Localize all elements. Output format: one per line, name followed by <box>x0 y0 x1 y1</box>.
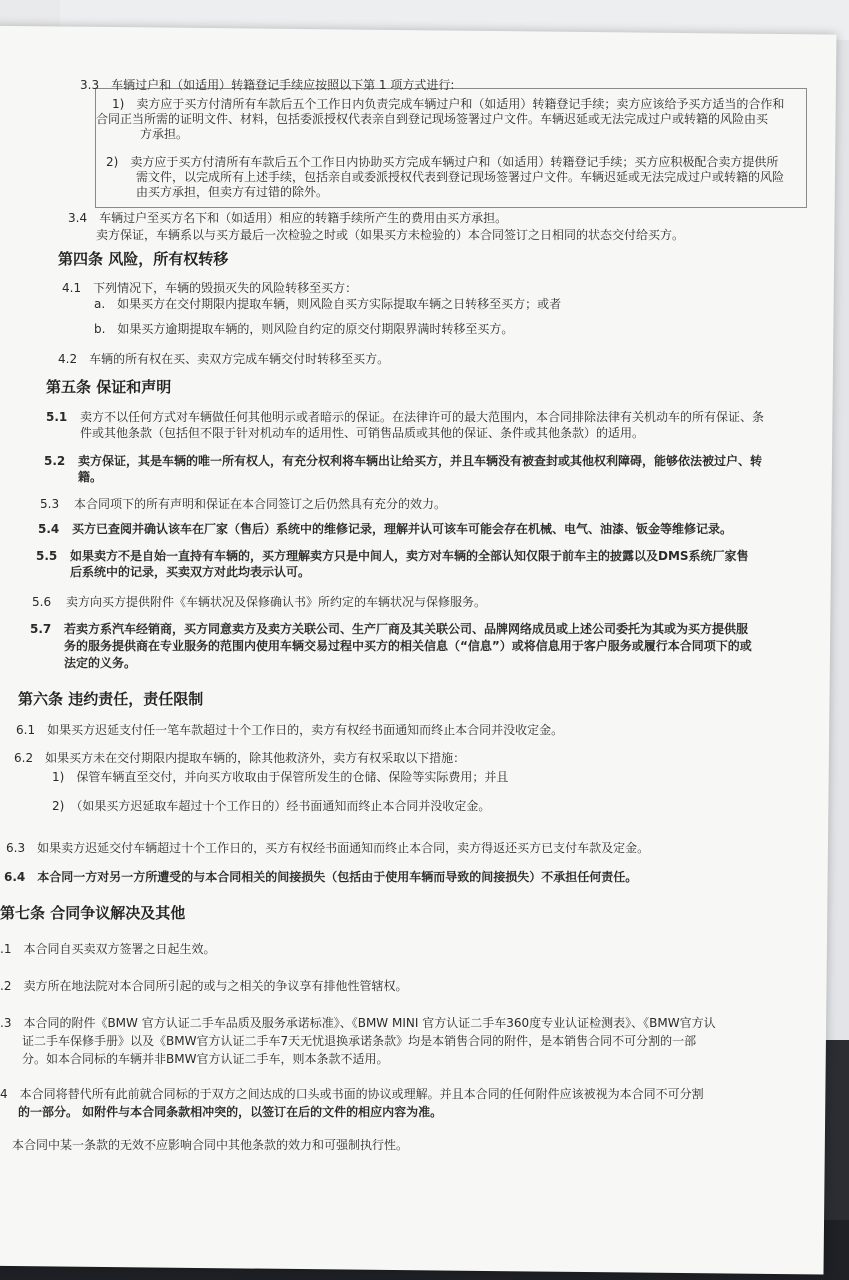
clause-3-3-title: 3.3 车辆过户和（如适用）转籍登记手续应按照以下第 1 项方式进行: <box>80 78 455 92</box>
article-7-title: 第七条 合同争议解决及其他 <box>0 904 186 922</box>
clause-3-3-option-1-line-2: 合同正当所需的证明文件、材料，包括委派授权代表亲自到登记现场签署过户文件。车辆迟延或无法完成过户或转籍的风险由买 <box>96 112 769 126</box>
clause-5-2-number: 5.2 <box>44 454 66 468</box>
clause-5-7-number: 5.7 <box>30 622 52 636</box>
clause-6-2: 6.2 如果买方未在交付期限内提取车辆的，除其他救济外，卖方有权采取以下措施： <box>14 751 466 765</box>
clause-5-1-number: 5.1 <box>46 410 68 424</box>
clause-4-1-b: b. 如果买方逾期提取车辆的，则风险自约定的原交付期限界满时转移至买方。 <box>94 322 514 336</box>
clause-7-4-line-1: 4 本合同将替代所有此前就合同标的于双方之间达成的口头或书面的协议或理解。并且本合同的任何附件应该被视为本合同不可分割 <box>0 1087 704 1101</box>
clause-7-3-line-1: .3 本合同的附件《BMW 官方认证二手车品质及服务承诺标准》、《BMW MINI 官方认证二手车360度专业认证检测表》、《BMW官方认 <box>0 1016 716 1030</box>
clause-5-4-number: 5.4 <box>38 522 60 536</box>
clause-5-7-line-2: 务的服务提供商在专业服务的范围内使用车辆交易过程中买方的相关信息（“信息”）或将信息用于客户服务或履行本合同项下的或 <box>64 639 752 653</box>
clause-7-4-line-2: 的一部分。 如附件与本合同条款相冲突的，以签订在后的文件的相应内容为准。 <box>18 1105 443 1119</box>
clause-4-1: 4.1 下列情况下，车辆的毁损灭失的风险转移至买方： <box>62 281 358 295</box>
clause-7-1: .1 本合同自买卖双方签署之日起生效。 <box>0 942 216 956</box>
clause-3-3-option-1-line-1: 1) 卖方应于买方付清所有车款后五个工作日内负责完成车辆过户和（如适用）转籍登记手续；卖方应该给予买方适当的合作和 <box>112 97 785 111</box>
clause-5-1-line-1: 卖方不以任何方式对车辆做任何其他明示或者暗示的保证。在法律许可的最大范围内，本合同排除法律有关机动车的所有保证、条 <box>80 410 765 424</box>
clause-5-2-line-2: 籍。 <box>78 470 103 484</box>
clause-6-2-item-2: 2) （如果买方迟延取车超过十个工作日的）经书面通知而终止本合同并没收定金。 <box>52 799 491 813</box>
clause-6-2-item-1: 1) 保管车辆直至交付，并向买方收取由于保管所发生的仓储、保险等实际费用；并且 <box>52 770 509 784</box>
clause-5-6: 卖方向买方提供附件《车辆状况及保修确认书》所约定的车辆状况与保修服务。 <box>66 595 487 609</box>
clause-6-3: 6.3 如果卖方迟延交付车辆超过十个工作日的，买方有权经书面通知而终止本合同，卖方得返还买方已支付车款及定金。 <box>6 841 650 855</box>
clause-5-7-line-1: 若卖方系汽车经销商，买方同意卖方及卖方关联公司、生产厂商及其关联公司、品牌网络成员或上述公司委托为其或为买方提供服 <box>64 622 749 636</box>
clause-5-4: 买方已查阅并确认该车在厂家（售后）系统中的维修记录，理解并认可该车可能会存在机械、电气、油漆、钣金等维修记录。 <box>72 522 733 536</box>
clause-4-1-a: a. 如果买方在交付期限内提取车辆，则风险自买方实际提取车辆之日转移至买方；或者 <box>94 297 562 311</box>
clause-3-4: 3.4 车辆过户至买方名下和（如适用）相应的转籍手续所产生的费用由买方承担。 <box>68 211 508 225</box>
clause-5-5-line-2: 后系统中的记录，买卖双方对此均表示认可。 <box>70 565 311 579</box>
clause-7-5: 本合同中某一条款的无效不应影响合同中其他条款的效力和可强制执行性。 <box>0 1138 409 1152</box>
clause-7-2: .2 卖方所在地法院对本合同所引起的或与之相关的争议享有排他性管辖权。 <box>0 979 408 993</box>
clause-3-3-option-1-line-3: 方承担。 <box>140 127 189 141</box>
clause-3-3-option-2-line-2: 需文件，以完成所有上述手续，包括亲自或委派授权代表到登记现场签署过户文件。车辆迟延或无法完成过户或转籍的风险 <box>136 170 785 184</box>
clause-6-4: 6.4 本合同一方对另一方所遭受的与本合同相关的间接损失（包括由于使用车辆而导致的间接损失）不承担任何责任。 <box>4 870 638 884</box>
clause-5-3-number: 5.3 <box>40 497 60 511</box>
clause-5-1-line-2: 件或其他条款（包括但不限于针对机动车的适用性、可销售品质或其他的保证、条件或其他条款）的适用。 <box>80 426 645 440</box>
clause-6-1: 6.1 如果买方迟延支付任一笔车款超过十个工作日的，卖方有权经书面通知而终止本合同并没收定金。 <box>16 723 564 737</box>
clause-5-2-line-1: 卖方保证，其是车辆的唯一所有权人，有充分权利将车辆出让给买方，并且车辆没有被查封或其他权利障碍，能够依法被过户、转 <box>78 454 763 468</box>
clause-3-3-option-2-line-1: 2) 卖方应于买方付清所有车款后五个工作日内协助买方完成车辆过户和（如适用）转籍登记手续；买方应积极配合卖方提供所 <box>106 155 779 169</box>
clause-5-5-number: 5.5 <box>36 549 58 563</box>
clause-5-5-line-1: 如果卖方不是自始一直持有车辆的，买方理解卖方只是中间人，卖方对车辆的全部认知仅限于前车主的披露以及DMS系统厂家售 <box>70 549 749 563</box>
clause-4-2: 4.2 车辆的所有权在买、卖双方完成车辆交付时转移至买方。 <box>58 352 390 366</box>
clause-7-3-line-2: 证二手车保修手册》以及《BMW官方认证二手车7天无忧退换承诺条款》均是本销售合同的附件，是本销售合同不可分割的一部 <box>22 1034 697 1048</box>
clause-5-3: 本合同项下的所有声明和保证在本合同签订之后仍然具有充分的效力。 <box>74 497 447 511</box>
article-6-title: 第六条 违约责任，责任限制 <box>18 690 204 708</box>
clause-5-6-number: 5.6 <box>32 595 52 609</box>
article-4-title: 第四条 风险，所有权转移 <box>58 250 229 268</box>
clause-5-7-line-3: 法定的义务。 <box>64 656 137 670</box>
clause-7-3-line-3: 分。如本合同标的车辆并非BMW官方认证二手车，则本条款不适用。 <box>22 1052 389 1066</box>
article-5-title: 第五条 保证和声明 <box>46 378 172 396</box>
clause-3-3-option-2-line-3: 由买方承担，但卖方有过错的除外。 <box>136 185 329 199</box>
clause-3-4-guarantee: 卖方保证，车辆系以与买方最后一次检验之时或（如果买方未检验的）本合同签订之日相同的状态交付给买方。 <box>96 228 685 242</box>
